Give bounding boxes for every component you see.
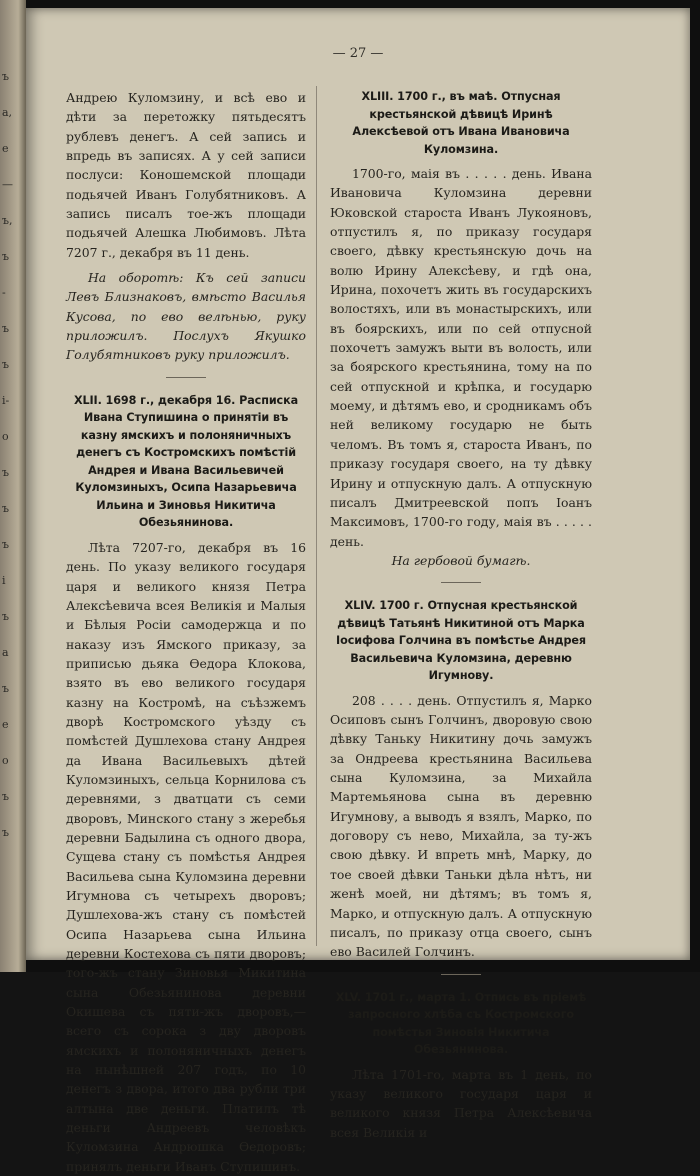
source-note-xliii: На гербовой бумагѣ. [391,552,531,568]
section-separator [441,974,481,975]
section-separator [166,377,206,378]
book-page [26,8,690,1174]
previous-page-fragment: о [2,430,9,443]
previous-page-fragment: ъ [2,790,9,803]
previous-page-edge [0,0,26,972]
previous-page-fragment: і [2,574,6,587]
previous-page-fragment: е [2,718,9,731]
document-heading-xlii: XLII. 1698 г., декабря 16. Расписка Ивана Ступишина о принятіи въ казну ямскихъ и полоняничныхъ денегъ съ Костромскихъ помѣстій Андрея и Ивана Васильевичей Куломзиныхъ, Осипа Назарьевича Ильина и Зиновья Никитича Обезьянинова. [73,393,299,530]
previous-page-fragment: а [2,646,9,659]
previous-page-fragment: о [2,754,9,767]
previous-page-fragment: ъ [2,358,9,371]
document-heading-xlv: XLV. 1701 г., марта 1. Отпись въ пріемѣ запросного хлѣба съ Костромского помѣстья Зиновія Никитича Обезьянинова. [335,990,587,1057]
right-column [330,88,592,1142]
previous-page-fragment: ъ [2,70,9,83]
previous-page-fragment: ъ, [2,214,13,227]
reverse-note: На оборотѣ: Къ сей записи Левъ Близнаковъ, вмѣсто Василья Кусова, по ево велѣнью, руку приложилъ. Послухъ Якушко Голубятниковъ руку приложилъ. [66,270,306,363]
previous-page-fragment: ъ [2,502,9,515]
continuation-text: Андрею Куломзину, и всѣ ево и дѣти за перетожку пятьдесятъ рублевъ денегъ. А сей запись и впредь въ записях. А у сей записи послуси: Коношемской площади подьячей Иванъ Голубятниковъ. А запись писалъ тое-жъ площади подьячей Алешка Любимовъ. Лѣта 7207 г., декабря въ 11 день. [66,90,306,260]
previous-page-fragment: - [2,286,6,299]
column-divider [316,86,317,946]
page-number: — 27 — [332,46,384,61]
previous-page-fragment: ъ [2,826,9,839]
document-heading-xliv: XLIV. 1700 г. Отпусная крестьянской дѣвицѣ Татьянѣ Никитиной отъ Марка Іосифова Голчина въ помѣстье Андрея Васильевича Куломзина, деревню Игумнову. [336,599,586,683]
previous-page-fragment: ъ [2,538,9,551]
previous-page-fragment: ъ [2,466,9,479]
document-heading-xliii: XLIII. 1700 г., въ маѣ. Отпусная крестьянской дѣвицѣ Иринѣ Алексѣевой отъ Ивана Ивановича Куломзина. [352,90,570,156]
previous-page-fragment: ъ [2,250,9,263]
left-column [66,88,306,1176]
section-separator [441,582,481,583]
previous-page-fragment: е [2,142,9,155]
document-text-xliv: 208 . . . . день. Отпустилъ я, Марко Осиповъ сынъ Голчинъ, дворовую свою дѣвку Таньку Никитину дочь замужъ за Ондреева крестьянина Васильева сына Куломзина, за Михайла Мартемьянова сына въ деревню Игумнову, а выводъ я взялъ, Марко, по договору съ нево, Михайла, за ту-жъ свою дѣвку. И впреть мнѣ, Марку, до тое своей дѣвки Таньки дѣла нѣтъ, ни женѣ моей, ни дѣтямъ; въ томъ я, Марко, и отпускную далъ. А отпускную писалъ, по приказу отца своего, сынъ ево Василей Голчинъ. [330,692,592,960]
document-text-xlv: Лѣта 1701-го, марта въ 1 день, по указу великого государя царя и великого князя Петра Алексѣевича всея Великія и [330,1066,592,1140]
document-text-xlii: Лѣта 7207-го, декабря въ 16 день. По указу великого государя царя и великого князя Петра Алексѣевича всея Великія и Малыя и Бѣлыя Росіи самодержца и по наказу изъ Ямского приказу, за приписью дьяка Ѳедора Клокова, взято въ ево великого государя казну на Костромѣ, на съѣзжемъ дворѣ Костромского уѣзду съ помѣстей Душлехова стану Андрея да Ивана Васильевыхъ дѣтей Куломзиныхъ, сельца Корнилова съ деревнями, з дватцати съ семи дворовъ, Минского стану з жеребья деревни Бадылина съ одного двора, Сущева стану съ помѣстья Андрея Васильева сына Куломзина деревни Игумнова съ четырехъ дворовъ; Душлехова-жъ стану съ помѣстей Осипа Назарьева сына Ильина деревни Костехова съ пяти дворовъ; того-жъ стану Зиновья Микитина сына Обезьянинова деревни Окишева съ пяти-жъ дворовъ,—всего съ сорока з дву дворовъ ямскихъ и полоняничныхъ денегъ на нынѣшней 207 годъ, по 10 денегъ з двора, итого два рубли три алтына две деньги. Платилъ тѣ деньги Андреевъ человѣкъ Куломзина Андрюшка Ѳедоровъ; принялъ деньги Иванъ Ступишинъ. [66,539,306,1174]
previous-page-fragment: — [2,178,13,191]
previous-page-fragment: ъ [2,682,9,695]
previous-page-fragment: ъ [2,610,9,623]
document-text-xliii: 1700-го, маія въ . . . . . день. Ивана Ивановича Куломзина деревни Юковской староста Иванъ Лукояновъ, отпустилъ я, по приказу государя своего, дѣвку крестьянскую дочь на волю Ирину Алексѣеву, и гдѣ она, Ирина, похочетъ жить въ государскихъ волостяхъ, или въ монастырскихъ, или въ боярскихъ, или по сей отпусной похочетъ замужъ выти въ волость, или за боярского крестьянина, тому на по сей отпускной и крѣпка, и государю моему, и дѣтямъ ево, и сродникамъ объ ней великому государю не быть челомъ. Въ томъ я, староста Иванъ, по приказу государя своего, на ту дѣвку Ирину и отпускную далъ. А отпускную писалъ Дмитреевской попъ Іоанъ Максимовъ, 1700-го году, маія въ . . . . . день. [330,166,592,549]
previous-page-fragment: а, [2,106,13,119]
previous-page-fragment: ъ [2,322,9,335]
previous-page-fragment: і- [2,394,10,407]
